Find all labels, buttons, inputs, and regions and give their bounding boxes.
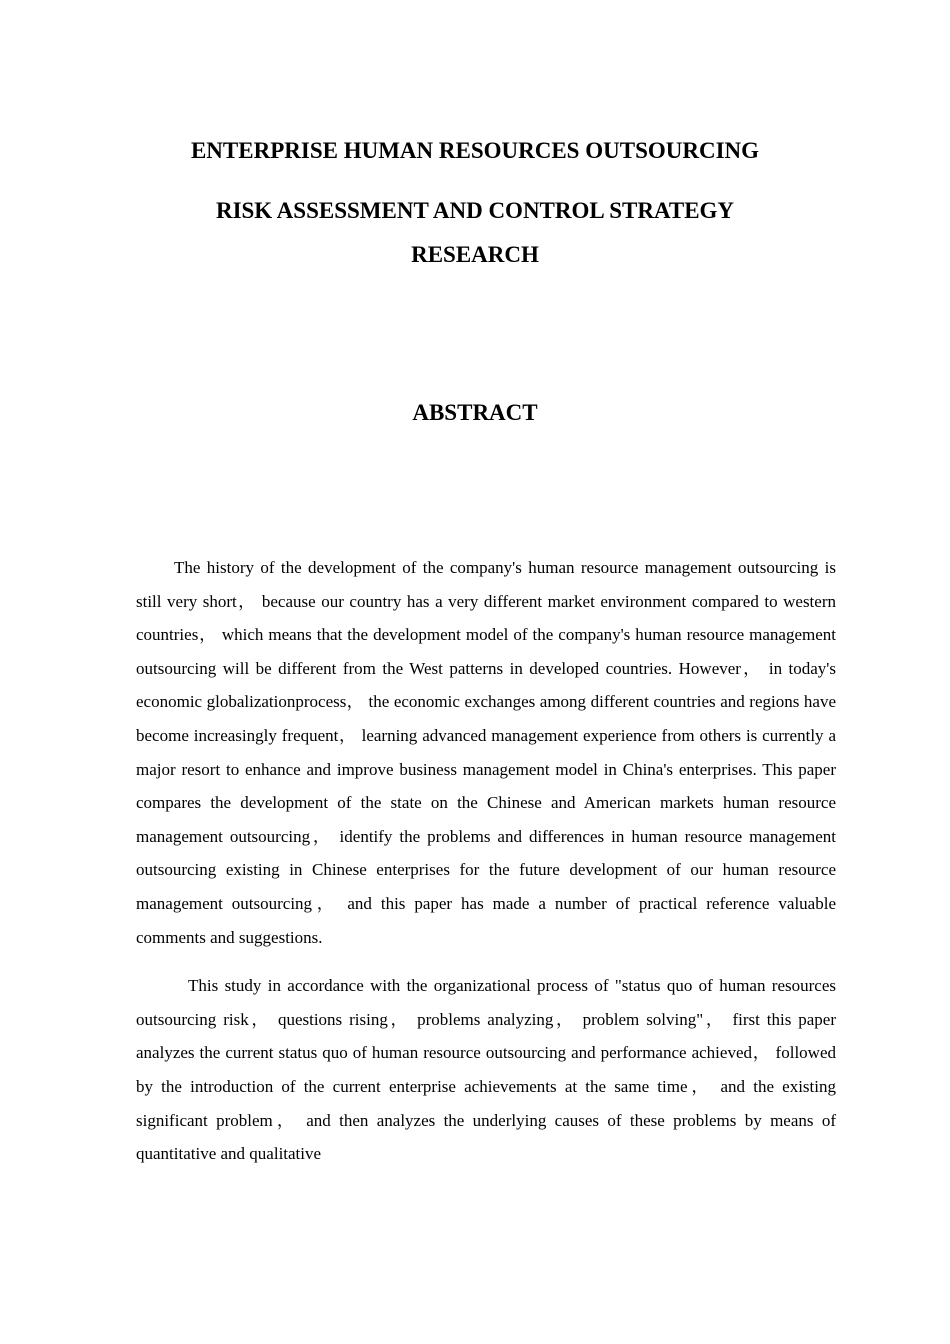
title-line-3: RESEARCH	[411, 242, 539, 267]
abstract-body	[136, 551, 836, 1171]
abstract-heading: ABSTRACT	[412, 400, 538, 425]
title-line-1: ENTERPRISE HUMAN RESOURCES OUTSOURCING	[190, 138, 760, 163]
abstract-paragraph-1: The history of the development of the company's human resource management outsourcing is still very short， because our country has a very different market environment compared to western countries， which means that the development model of the company's human resource management outsourcing will be different from the West patterns in developed countries. However， in today's economic globalizationprocess， the economic exchanges among different countries and regions have become increasingly frequent， learning advanced management experience from others is currently a major resort to enhance and improve business management model in China's enterprises. This paper compares the development of the state on the Chinese and American markets human resource management outsourcing， identify the problems and differences in human resource management outsourcing existing in Chinese enterprises for the future development of our human resource management outsourcing， and this paper has made a number of practical reference valuable comments and suggestions.	[136, 558, 836, 947]
title-line-2: RISK ASSESSMENT AND CONTROL STRATEGY	[215, 198, 735, 223]
abstract-paragraph-2: This study in accordance with the organizational process of "status quo of human resources outsourcing risk， questions rising， problems analyzing， problem solving"， first this paper analyzes the current status quo of human resource outsourcing and performance achieved， followed by the introduction of the current enterprise achievements at the same time， and the existing significant problem， and then analyzes the underlying causes of these problems by means of quantitative and qualitative	[136, 976, 836, 1164]
